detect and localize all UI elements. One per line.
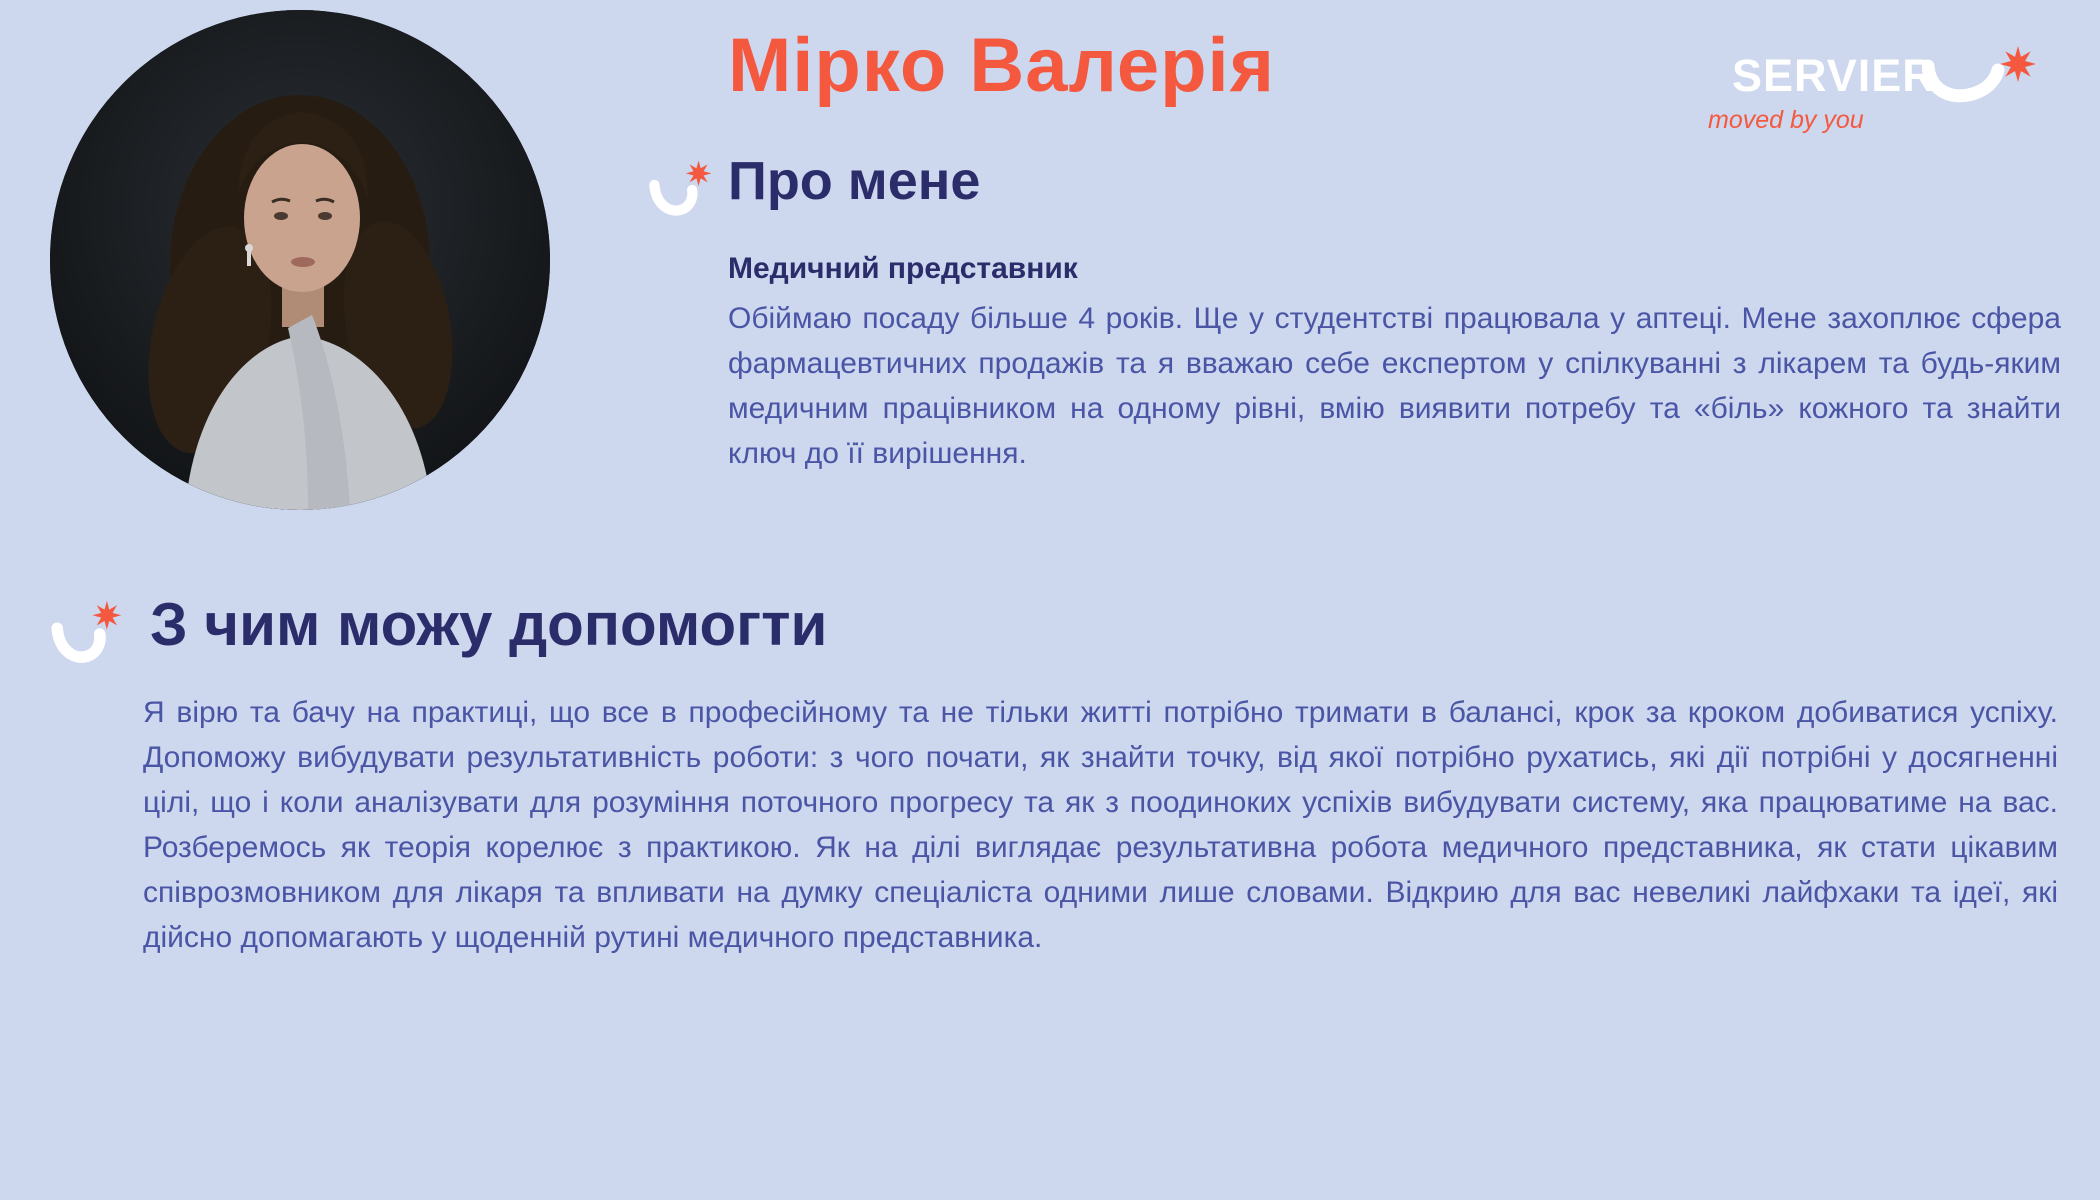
- profile-role: Медичний представник: [728, 252, 1078, 285]
- smile-star-icon: [50, 598, 122, 670]
- servier-logo: [1700, 50, 2045, 145]
- profile-name: Мірко Валерія: [728, 23, 1276, 108]
- about-text: Обіймаю посаду більше 4 років. Ще у студентстві працювала у аптеці. Мене захоплює сфера фармацевтичних продажів та я вважаю себе експертом у спілкуванні з лікарем та будь-яким медичним працівником на одному рівні, вмію виявити потребу та «біль» кожного та знайти ключ до її вирішення.: [728, 302, 2061, 470]
- servier-wordmark: SERVIER: [1732, 50, 1936, 101]
- help-heading: З чим можу допомогти: [150, 591, 828, 658]
- about-heading: Про мене: [728, 151, 981, 211]
- logo-smile-star-icon: [1922, 44, 2040, 116]
- profile-photo: [50, 10, 550, 510]
- portrait-illustration: [50, 10, 550, 510]
- smile-star-icon: [648, 158, 712, 222]
- help-text: Я вірю та бачу на практиці, що все в професійному та не тільки житті потрібно тримати в балансі, крок за кроком добиватися успіху. Допоможу вибудувати результативність роботи: з чого почати, як знайти точку, від якої потрібно рухатись, які дії потрібні у досягненні цілі, що і коли аналізувати для розуміння поточного прогресу та як з поодиноких успіхів вибудувати систему, яка працюватиме на вас. Розберемось як теорія корелює з практикою. Як на ділі виглядає результативна робота медичного представника, як стати цікавим співрозмовником для лікаря та впливати на думку спеціаліста одними лише словами. Відкрию для вас невеликі лайфхаки та ідеї, які дійсно допомагають у щоденній рутині медичного представника.: [143, 696, 2058, 954]
- logo-tagline: moved by you: [1708, 106, 1864, 134]
